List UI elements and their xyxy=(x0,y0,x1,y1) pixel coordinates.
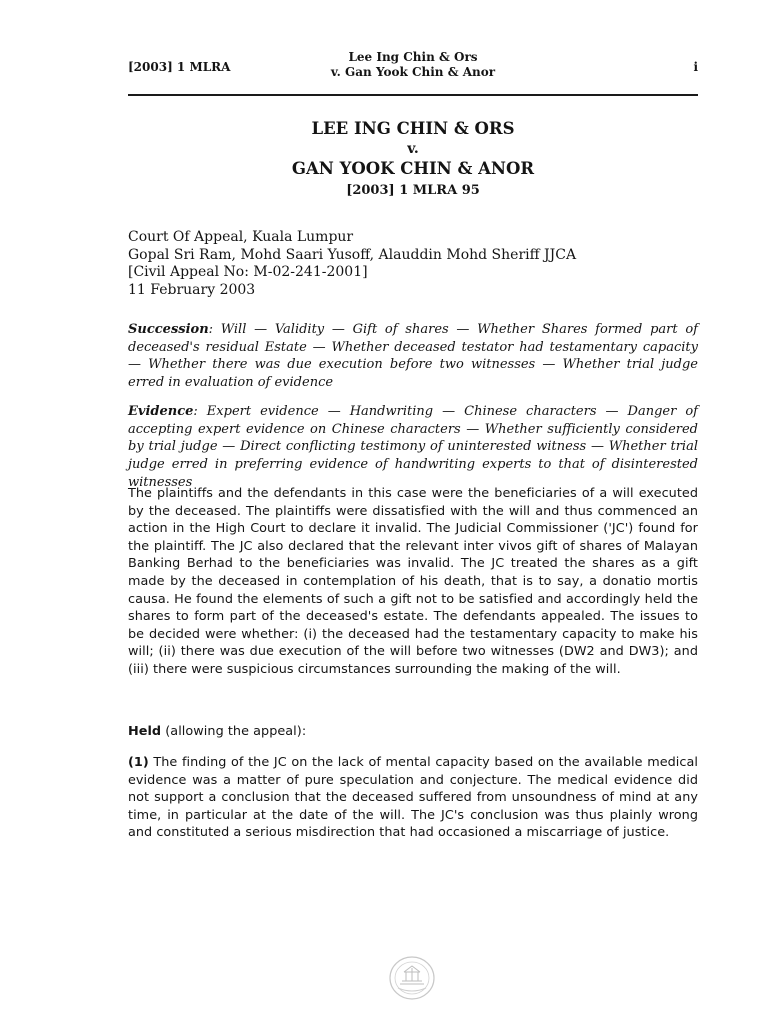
catchwords-succession xyxy=(128,321,698,392)
party-2: GAN YOOK CHIN & ANOR xyxy=(291,159,535,178)
court-info xyxy=(128,229,698,299)
catchwords-evidence xyxy=(128,403,698,492)
appeal-number: [Civil Appeal No: M-02-241-2001] xyxy=(128,264,368,280)
finding-number: (1) xyxy=(128,755,149,770)
held-text: (allowing the appeal): xyxy=(161,724,307,739)
header-case-line2: v. Gan Yook Chin & Anor xyxy=(330,65,496,79)
finding-text: The finding of the JC on the lack of mental capacity based on the available medical evidence was a matter of pure speculation and conjecture. The medical evidence did not support a conclusion that the deceased suffered from unsoundness of mind at any time, in particular at the date of the will. The JC's conclusion was thus plainly wrong and constituted a serious misdirection that had occasioned a miscarriage of justice. xyxy=(128,755,698,841)
case-citation: [2003] 1 MLRA 95 xyxy=(346,183,480,198)
header-citation: [2003] 1 MLRA xyxy=(128,60,231,74)
judges: Gopal Sri Ram, Mohd Saari Yusoff, Alauddin Mohd Sheriff JJCA xyxy=(128,246,577,263)
header-case-line1: Lee Ing Chin & Ors xyxy=(348,50,478,64)
publisher-seal-icon xyxy=(388,954,436,1000)
case-title xyxy=(128,118,698,202)
catchword-text: : Expert evidence — Handwriting — Chinese characters — Danger of accepting expert evidence on Chinese characters — Whether sufficiently considered by trial judge — Direct conflicting testimony of uninterested witness — Whether trial judge erred in preferring evidence of handwriting experts to that of disinterested witnesses xyxy=(128,404,698,490)
versus: v. xyxy=(407,141,419,157)
court-name: Court Of Appeal, Kuala Lumpur xyxy=(128,229,354,245)
case-summary: The plaintiffs and the defendants in this case were the beneficiaries of a will executed by the deceased. The plaintiffs were dissatisfied with the will and thus commenced an action in the High Court to declare it invalid. The Judicial Commissioner ('JC') found for the plaintiff. The JC also declared that the relevant inter vivos gift of shares of Malayan Banking Berhad to the beneficiaries was invalid. The JC treated the shares as a gift made by the deceased in contemplation of his death, that is to say, a donatio mortis causa. He found the elements of such a gift not to be satisfied and accordingly held the shares to form part of the deceased's estate. The defendants appealed. The issues to be decided were whether: (i) the deceased had the testamentary capacity to make his will; (ii) there was due execution of the will before two witnesses (DW2 and DW3); and (iii) there were suspicious circumstances surrounding the making of the will. xyxy=(128,486,698,677)
catchword-lead: Succession xyxy=(128,322,209,337)
held-label: Held xyxy=(128,724,162,739)
judgment-date: 11 February 2003 xyxy=(128,281,256,298)
page-number: i xyxy=(693,60,698,74)
finding-1 xyxy=(128,754,698,842)
held-heading xyxy=(128,723,698,741)
catchword-text: : Will — Validity — Gift of shares — Whether Shares formed part of deceased's residual Estate — Whether deceased testator had testamentary capacity — Whether there was due execution before two witnesses — Whether trial judge erred in evaluation of evidence xyxy=(128,322,698,391)
catchword-lead: Evidence xyxy=(128,404,194,419)
header-case-name xyxy=(128,50,698,80)
running-header xyxy=(128,48,698,96)
party-1: LEE ING CHIN & ORS xyxy=(311,119,515,138)
